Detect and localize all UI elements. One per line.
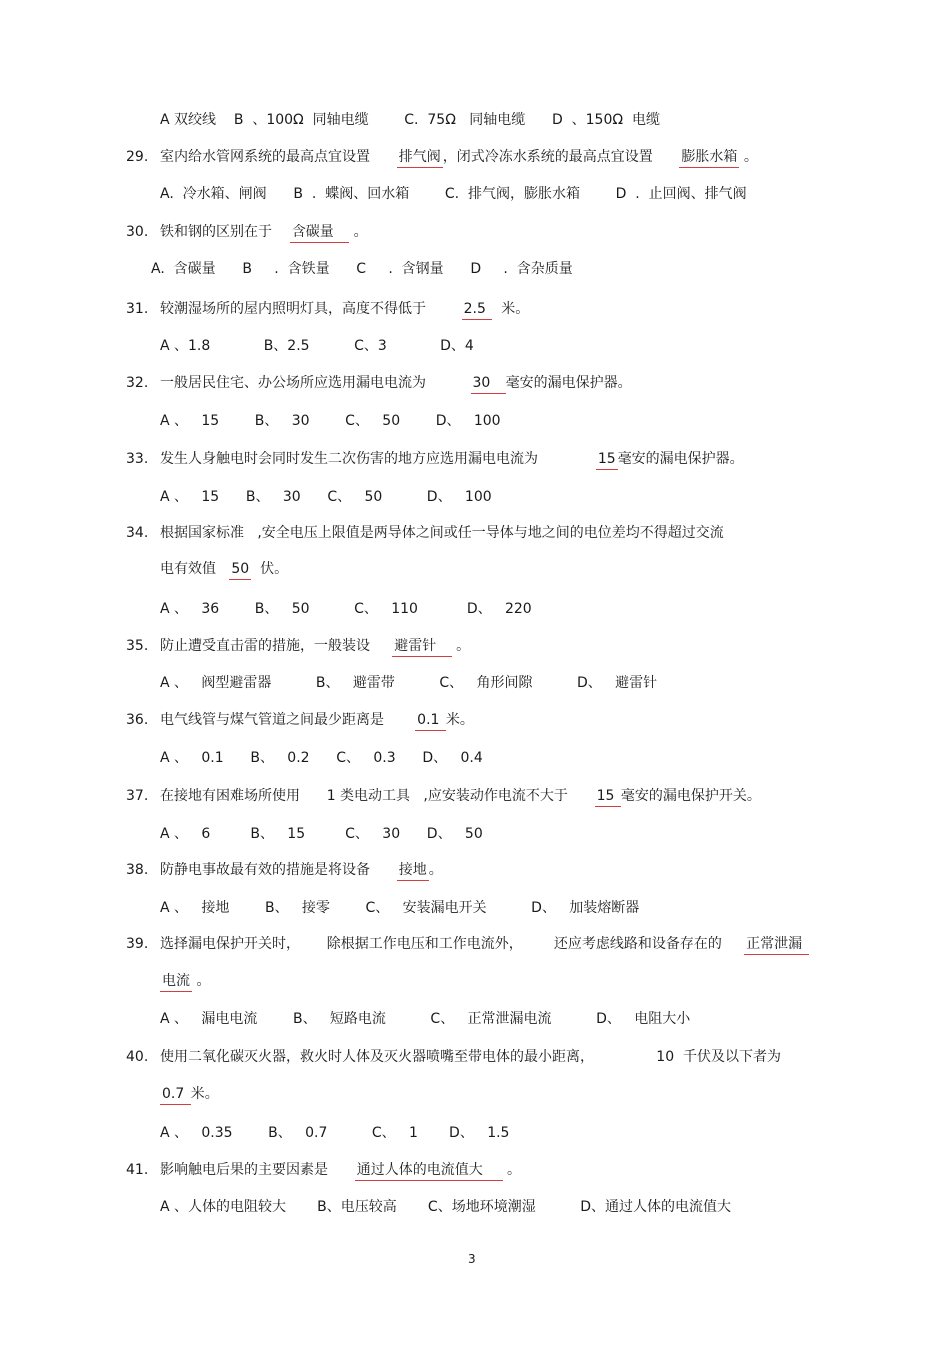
question-line (160, 223, 368, 241)
question-text: 室内给水管网系统的最高点宜设置 (160, 149, 397, 165)
question-text: 毫安的漏电保护器。 (617, 451, 744, 467)
page-number: 3 (468, 1252, 476, 1266)
answer-blank: 正常泄漏 (746, 936, 807, 952)
text-line: A 、 36 B、 50 C、 110 D、 220 (160, 601, 532, 617)
question-text: 在接地有困难场所使用 1 类电动工具 ,应安装动作电流不大于 (160, 788, 595, 804)
answer-blank: 50 (231, 561, 250, 577)
question-line (160, 935, 809, 953)
answer-blank: 排气阀 (398, 149, 441, 165)
question-number: 31. (126, 301, 149, 317)
text-line: A 、 0.1 B、 0.2 C、 0.3 D、 0.4 (160, 750, 483, 766)
question-text: 伏。 (251, 561, 289, 577)
question-text: 电气线管与煤气管道之间最少距离是 (160, 712, 416, 728)
question-line (160, 637, 470, 655)
question-line (160, 711, 474, 729)
question-line (160, 787, 761, 805)
question-text: 一般居民住宅、办公场所应选用漏电电流为 (160, 375, 471, 391)
answer-blank: 2.5 (463, 301, 491, 317)
question-number: 33. (126, 451, 149, 467)
question-text: 铁和钢的区别在于 (160, 224, 290, 240)
text-line: 根据国家标准 ,安全电压上限值是两导体之间或任一导体与地之间的电位差均不得超过交流 (160, 525, 724, 541)
question-number: 38. (126, 862, 149, 878)
question-text: 防静电事故最有效的措施是将设备 (160, 862, 397, 878)
answer-blank: 15 (597, 451, 616, 467)
question-text: 较潮湿场所的屋内照明灯具，高度不得低于 (160, 301, 462, 317)
answer-blank: 0.7 (162, 1086, 189, 1102)
question-text: 。 (192, 973, 211, 989)
question-text: 米。 (445, 712, 474, 728)
question-number: 32. (126, 375, 149, 391)
question-text: 。 (739, 149, 758, 165)
question-text: 米。 (492, 301, 530, 317)
question-line (160, 972, 210, 990)
answer-blank: 15 (596, 788, 619, 804)
question-number: 29. (126, 149, 149, 165)
question-number: 40. (126, 1049, 149, 1065)
question-text: 米。 (190, 1086, 219, 1102)
answer-blank: 电流 (162, 973, 190, 989)
answer-blank: 0.1 (417, 712, 444, 728)
question-text: 防止遭受直击雷的措施，一般装设 (160, 638, 393, 654)
question-text: 毫安的漏电保护开关。 (620, 788, 761, 804)
text-line: A 双绞线 B 、100Ω 同轴电缆 C. 75Ω 同轴电缆 D 、150Ω 电缆 (160, 112, 660, 128)
question-line (160, 1161, 521, 1179)
question-number: 35. (126, 638, 149, 654)
text-line: A. 含碳量 B . 含铁量 C . 含钢量 D . 含杂质量 (151, 261, 573, 277)
text-line: A 、人体的电阻较大 B、电压较高 C、场地环境潮湿 D、通过人体的电流值大 (160, 1199, 731, 1215)
question-line (160, 861, 443, 879)
text-line: A 、 15 B、 30 C、 50 D、 100 (160, 413, 501, 429)
question-text: 。 (428, 862, 443, 878)
question-text: 电有效值 (160, 561, 230, 577)
answer-blank: 避雷针 (394, 638, 450, 654)
question-text: 毫安的漏电保护器。 (505, 375, 632, 391)
text-line: A 、 0.35 B、 0.7 C、 1 D、 1.5 (160, 1125, 510, 1141)
question-line (160, 1085, 219, 1103)
text-line: A 、 接地 B、 接零 C、 安装漏电开关 D、 加装熔断器 (160, 900, 640, 916)
text-line: A 、 15 B、 30 C、 50 D、 100 (160, 489, 492, 505)
question-text: 。 (349, 224, 368, 240)
question-text: 。 (451, 638, 471, 654)
answer-blank: 膨胀水箱 (681, 149, 738, 165)
question-text: ，闭式冷冻水系统的最高点宜设置 (442, 149, 680, 165)
question-text: 选择漏电保护开关时， 除根据工作电压和工作电流外， 还应考虑线路和设备存在的 (160, 936, 745, 952)
question-line (160, 560, 288, 578)
question-number: 39. (126, 936, 149, 952)
question-line (160, 148, 758, 166)
question-number: 34. (126, 525, 149, 541)
question-number: 36. (126, 712, 149, 728)
question-line (160, 300, 529, 318)
question-number: 30. (126, 224, 149, 240)
question-line (160, 374, 632, 392)
answer-blank: 接地 (398, 862, 427, 878)
question-text: 发生人身触电时会同时发生二次伤害的地方应选用漏电电流为 (160, 451, 596, 467)
question-text: 影响触电后果的主要因素是 (160, 1162, 355, 1178)
text-line: A. 冷水箱、闸阀 B . 蝶阀、回水箱 C. 排气阀，膨胀水箱 D . 止回阀、排气阀 (160, 186, 747, 202)
text-line: A 、 阀型避雷器 B、 避雷带 C、 角形间隙 D、 避雷针 (160, 675, 658, 691)
answer-blank: 通过人体的电流值大 (356, 1162, 501, 1178)
text-line: A 、1.8 B、2.5 C、3 D、4 (160, 338, 474, 354)
question-number: 41. (126, 1162, 149, 1178)
text-line: A 、 6 B、 15 C、 30 D、 50 (160, 826, 483, 842)
answer-blank: 30 (472, 375, 504, 391)
question-line (160, 450, 744, 468)
text-line: A 、 漏电电流 B、 短路电流 C、 正常泄漏电流 D、 电阻大小 (160, 1011, 691, 1027)
question-number: 37. (126, 788, 149, 804)
answer-blank: 含碳量 (291, 224, 348, 240)
text-line: 使用二氧化碳灭火器，救火时人体及灭火器喷嘴至带电体的最小距离， 10 千伏及以下者为 (160, 1049, 782, 1065)
question-text: 。 (502, 1162, 521, 1178)
